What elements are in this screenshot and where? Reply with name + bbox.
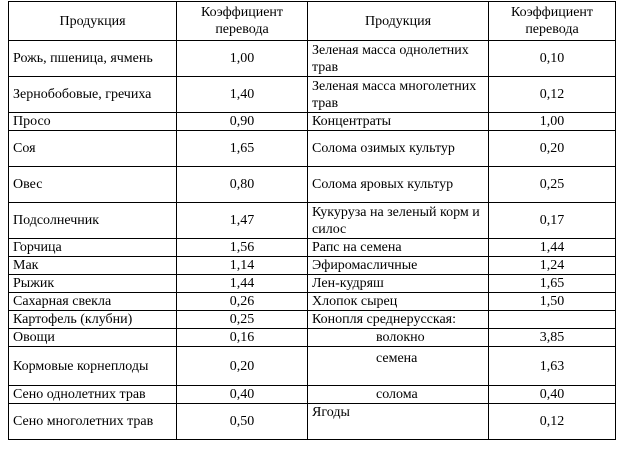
left-product: Соя (9, 131, 177, 167)
right-coefficient: 0,20 (489, 131, 616, 167)
right-product: Лен-кудряш (308, 275, 489, 293)
table-header-row (9, 2, 616, 41)
table-row (9, 311, 616, 329)
right-product: Зеленая масса многолетних трав (308, 77, 489, 113)
left-coefficient: 0,40 (177, 386, 308, 404)
table-row (9, 275, 616, 293)
right-product: волокно (308, 329, 489, 347)
left-product: Овощи (9, 329, 177, 347)
left-coefficient: 1,44 (177, 275, 308, 293)
left-product: Мак (9, 257, 177, 275)
table-row (9, 329, 616, 347)
table-row (9, 404, 616, 440)
left-coefficient: 0,25 (177, 311, 308, 329)
table-row (9, 131, 616, 167)
left-product: Картофель (клубни) (9, 311, 177, 329)
table-row (9, 257, 616, 275)
left-coefficient: 1,00 (177, 41, 308, 77)
left-product: Овес (9, 167, 177, 203)
right-product: Хлопок сырец (308, 293, 489, 311)
left-product: Рожь, пшеница, ячмень (9, 41, 177, 77)
right-product: Конопля среднерусская: (308, 311, 489, 329)
right-coefficient: 0,40 (489, 386, 616, 404)
left-product: Зернобобовые, гречиха (9, 77, 177, 113)
right-coefficient (489, 311, 616, 329)
right-product: семена (308, 347, 489, 386)
left-product: Сахарная свекла (9, 293, 177, 311)
header-coef-right: Коэффициент перевода (489, 2, 616, 41)
right-product: Кукуруза на зеленый корм и силос (308, 203, 489, 239)
left-coefficient: 0,26 (177, 293, 308, 311)
left-coefficient: 1,40 (177, 77, 308, 113)
left-coefficient: 1,47 (177, 203, 308, 239)
header-product-right: Продукция (308, 2, 489, 41)
left-coefficient: 0,20 (177, 347, 308, 386)
left-product: Сено многолетних трав (9, 404, 177, 440)
table-row (9, 239, 616, 257)
right-coefficient: 0,25 (489, 167, 616, 203)
left-product: Горчица (9, 239, 177, 257)
right-product: Ягоды (308, 404, 489, 440)
left-coefficient: 1,14 (177, 257, 308, 275)
table-row (9, 167, 616, 203)
table-row (9, 77, 616, 113)
left-coefficient: 0,80 (177, 167, 308, 203)
left-product: Сено однолетних трав (9, 386, 177, 404)
left-coefficient: 1,65 (177, 131, 308, 167)
table-row (9, 113, 616, 131)
right-coefficient: 1,63 (489, 347, 616, 386)
right-product: Солома озимых культур (308, 131, 489, 167)
right-product: Зеленая масса однолетних трав (308, 41, 489, 77)
table-row (9, 386, 616, 404)
conversion-coefficient-table (8, 1, 616, 440)
table-row (9, 293, 616, 311)
left-product: Рыжик (9, 275, 177, 293)
right-product: Солома яровых культур (308, 167, 489, 203)
left-coefficient: 0,50 (177, 404, 308, 440)
left-product: Подсолнечник (9, 203, 177, 239)
right-coefficient: 1,50 (489, 293, 616, 311)
right-coefficient: 0,17 (489, 203, 616, 239)
left-product: Просо (9, 113, 177, 131)
right-coefficient: 0,12 (489, 77, 616, 113)
right-product: Концентраты (308, 113, 489, 131)
left-coefficient: 0,16 (177, 329, 308, 347)
right-product: солома (308, 386, 489, 404)
left-coefficient: 1,56 (177, 239, 308, 257)
right-product: Эфиромасличные (308, 257, 489, 275)
table-row (9, 203, 616, 239)
right-coefficient: 1,44 (489, 239, 616, 257)
right-product: Рапс на семена (308, 239, 489, 257)
right-coefficient: 0,12 (489, 404, 616, 440)
right-coefficient: 1,65 (489, 275, 616, 293)
right-coefficient: 1,24 (489, 257, 616, 275)
right-coefficient: 0,10 (489, 41, 616, 77)
left-product: Кормовые корнеплоды (9, 347, 177, 386)
right-coefficient: 3,85 (489, 329, 616, 347)
left-coefficient: 0,90 (177, 113, 308, 131)
right-coefficient: 1,00 (489, 113, 616, 131)
header-product-left: Продукция (9, 2, 177, 41)
header-coef-left: Коэффициент перевода (177, 2, 308, 41)
table-row (9, 347, 616, 386)
table-row (9, 41, 616, 77)
